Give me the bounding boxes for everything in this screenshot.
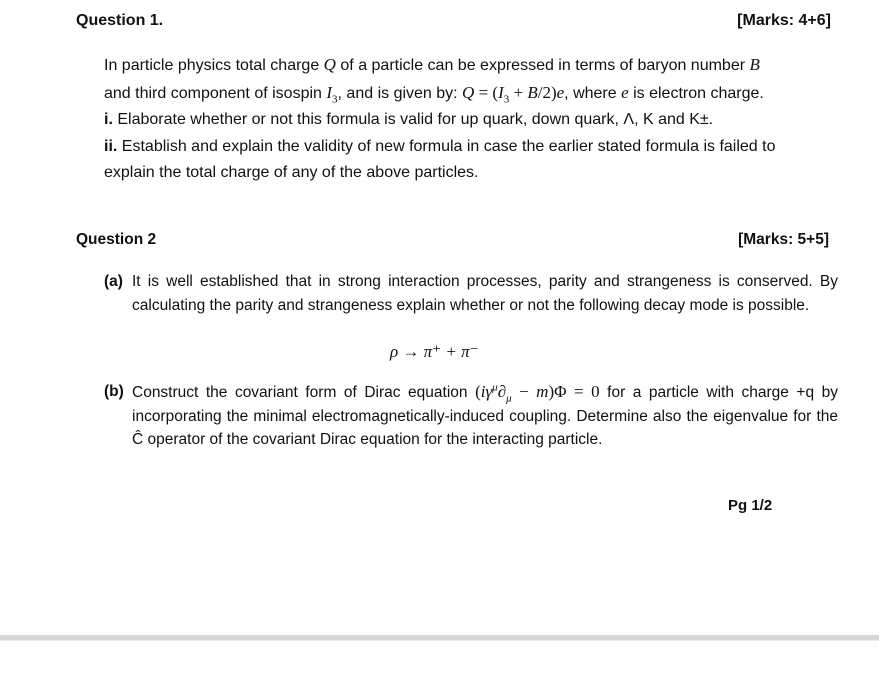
question-1-marks: [Marks: 4+6] [737, 12, 831, 29]
question-2-part-a [104, 270, 838, 317]
symbol-b: B [749, 55, 760, 74]
question-1-header [76, 12, 831, 30]
question-1-item-i [104, 107, 824, 134]
decay-equation: ρ → π⁺ + π⁻ [390, 342, 479, 361]
question-1-body [104, 52, 824, 187]
question-2-header [76, 231, 829, 249]
question-2-title: Question 2 [76, 231, 157, 248]
part-a-label: (a) [104, 273, 123, 290]
intro-text: and third component of isospin [104, 84, 327, 102]
item-i-text: Elaborate whether or not this formula is valid for up quark, down quark, Λ, K and K±. [117, 111, 714, 128]
question-2-part-b [104, 380, 838, 452]
part-b-label: (b) [104, 383, 124, 400]
part-b-text [132, 380, 838, 452]
page-bottom-divider-shadow [0, 640, 879, 641]
dirac-equation: $(i\gamma^\mu\partial_\mu - m)\Phi = 0$ [475, 381, 600, 405]
question-2-marks: [Marks: 5+5] [738, 231, 829, 248]
intro-text: , and is given by: [337, 84, 463, 102]
item-ii-text: Establish and explain the validity of new formula in case the earlier stated formula is failed to explain the total charge of any of the above particles. [104, 137, 776, 181]
part-b-text-1: Construct the covariant form of Dirac equation [132, 384, 476, 401]
symbol-e: e [621, 82, 629, 102]
part-b-text-2: for a particle with charge +q by incorporating the minimal electromagnetically-induced coupling. Determine also the eigenvalue for the Ĉ operator of the covariant Dirac equation for the interacting particle. [132, 384, 839, 448]
item-number: ii. [104, 137, 118, 155]
question-1-item-ii [104, 134, 824, 187]
intro-text: In particle physics total charge [104, 57, 324, 74]
charge-formula: $Q = (I_3 + B/2)e$ [462, 82, 565, 105]
intro-text: is electron charge. [628, 84, 764, 102]
intro-text: , where [564, 84, 622, 102]
symbol-q: Q [323, 55, 336, 74]
intro-text: of a particle can be expressed in terms of baryon number [335, 57, 750, 74]
part-a-text: It is well established that in strong interaction processes, parity and strangeness is conserved. By calculating the parity and strangeness explain whether or not the following decay mode is possible. [132, 273, 838, 314]
page-number: Pg 1/2 [728, 497, 773, 514]
question-1-title: Question 1. [76, 12, 164, 29]
symbol-i3: $I_3$ [326, 82, 338, 105]
item-number: i. [104, 111, 113, 128]
question-1-intro [104, 52, 824, 107]
